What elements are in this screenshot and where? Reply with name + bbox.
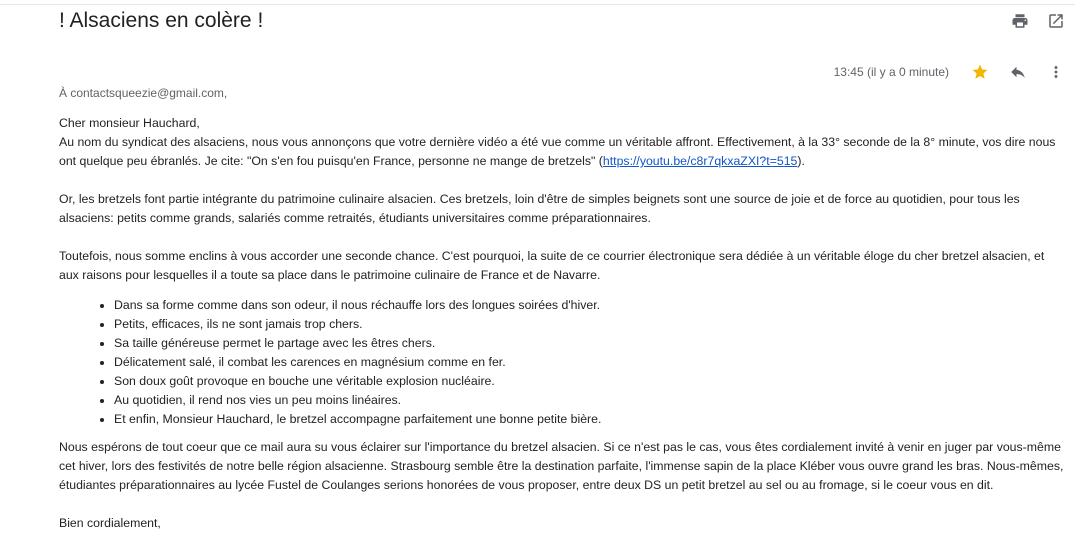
closing: Bien cordialement, (59, 516, 161, 530)
email-subject: ! Alsaciens en colère ! (59, 9, 264, 32)
more-vertical-icon[interactable] (1047, 63, 1065, 81)
paragraph-4: Nous espérons de tout coeur que ce mail aura su vous éclairer sur l'importance du bretzel alsacien. Si ce n'est pas le cas, vous êtes cordialement invité à venir en juger par vous-même cet hiver, lors des festivités de notre belle région alsacienne. Strasbourg semble être la destination parfaite, l'immense sapin de la place Kléber vous ouvre grand les bras. Nous-mêmes, étudiantes préparationnaires au lycée Fustel de Coulanges serions honorées de vous proposer, entre deux DS un petit bretzel au sel ou au fromage, si le coeur vous en dit. (59, 440, 1064, 492)
list-item: • Et enfin, Monsieur Hauchard, le bretzel accompagne parfaitement une bonne petite bière. (114, 410, 1065, 429)
recipient: À contactsqueezie@gmail.com, (59, 86, 228, 100)
timestamp: 13:45 (il y a 0 minute) (833, 65, 949, 79)
top-toolbar (1011, 12, 1065, 30)
paragraph-3: Toutefois, nous somme enclins à vous accorder une seconde chance. C'est pourquoi, la suite de ce courrier électronique sera dédiée à un véritable éloge du cher bretzel alsacien, et aux raisons pour lesquelles il a toute sa place dans le patrimoine culinaire de France et de Navarre. (59, 249, 1045, 282)
message-meta (834, 63, 1065, 81)
open-in-new-window-icon[interactable] (1047, 12, 1065, 30)
list-item: • Sa taille généreuse permet le partage avec les êtres chers. (114, 334, 1065, 353)
list-item: • Dans sa forme comme dans son odeur, il nous réchauffe lors des longues soirées d'hiver. (114, 296, 1065, 315)
greeting: Cher monsieur Hauchard, (59, 116, 200, 130)
star-icon[interactable] (971, 63, 989, 81)
list-item: • Son doux goût provoque en bouche une véritable explosion nucléaire. (114, 372, 1065, 391)
bullet-list (59, 296, 1065, 429)
list-item: • Délicatement salé, il combat les carences en magnésium comme en fer. (114, 353, 1065, 372)
email-body (59, 114, 1065, 533)
print-icon[interactable] (1011, 12, 1029, 30)
reply-icon[interactable] (1009, 63, 1027, 81)
paragraph-2: Or, les bretzels font partie intégrante du patrimoine culinaire alsacien. Ces bretzels, loin d'être de simples beignets sont une source de joie et de force au quotidien, pour tous les alsaciens: petits comme grands, salariés comme retraités, étudiants universitaires comme préparationnaires. (59, 192, 1020, 225)
paragraph-1: Au nom du syndicat des alsaciens, nous vous annonçons que votre dernière vidéo a été vue comme un véritable affront. Effectivement, à la 33° seconde de la 8° minute, vos dire nous ont quelque peu ébranlés. Je cite: "On s'en fou puisqu'en France, personne ne mange de bretzels" (https://youtu.be/c8r7qkxaZXI?t=515). (59, 135, 1056, 168)
youtube-link[interactable]: https://youtu.be/c8r7qkxaZXI?t=515 (602, 154, 798, 168)
list-item: • Au quotidien, il rend nos vies un peu moins linéaires. (114, 391, 1065, 410)
list-item: • Petits, efficaces, ils ne sont jamais trop chers. (114, 315, 1065, 334)
top-divider (0, 4, 1075, 5)
